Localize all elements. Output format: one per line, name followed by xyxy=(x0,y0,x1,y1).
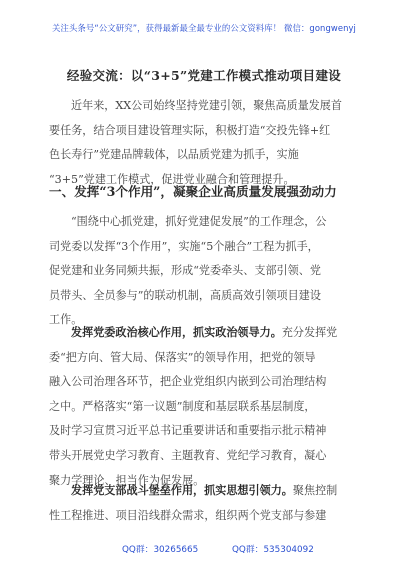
footer-qq-group-2: QQ群：535304092 xyxy=(232,545,314,555)
section-heading-1: 一、发挥“3个作用”，凝聚企业高质量发展强劲动力 xyxy=(49,184,337,199)
paragraph-line: 工作。 xyxy=(49,313,83,327)
paragraph-line: 带头开展党史学习教育、主题教育、党纪学习教育，凝心 xyxy=(49,448,327,462)
paragraph-line: 司党委以发挥“3个作用”，实施“5个融合”工程为抓手， xyxy=(49,239,319,253)
page-title: 经验交流：以“3+5”党建工作模式推动项目建设 xyxy=(66,68,342,83)
paragraph-lead-rest: 聚焦控制 xyxy=(292,484,338,497)
header-banner: 关注头条号“公文研究”，获得最新最全最专业的公文资料库！ 微信：gongwenyj xyxy=(52,23,356,33)
party-branch-paragraph xyxy=(49,479,367,528)
intro-line: 要任务，结合项目建设管理实际，积极打造“交投先锋+红 xyxy=(49,123,331,137)
paragraph-line: 之中。严格落实“第一议题”制度和基层联系基层制度， xyxy=(49,399,316,413)
intro-line: 近年来，XX公司始终坚持党建引领，聚焦高质量发展首 xyxy=(71,99,342,112)
section1-paragraph xyxy=(49,210,367,333)
paragraph-line: 性工程推进、项目沿线群众需求，组织两个党支部与参建 xyxy=(49,508,327,522)
paragraph-line: 融入公司治理各环节，把企业党组织内嵌到公司治理结构 xyxy=(49,375,327,389)
paragraph-line: 及时学习宣贯习近平总书记重要讲话和重要指示批示精神 xyxy=(49,424,327,438)
party-committee-paragraph xyxy=(49,321,367,493)
paragraph-line: 委“把方向、管大局、保落实”的领导作用，把党的领导 xyxy=(49,350,316,364)
paragraph-line: 员带头、全员参与”的联动机制，高质高效引领项目建设 xyxy=(49,288,321,302)
paragraph-lead: 发挥党支部战斗堡垒作用，抓实思想引领力。 xyxy=(71,484,293,497)
paragraph-first-line xyxy=(49,479,367,504)
paragraph-lead: 发挥党委政治核心作用，抓实政治领导力。 xyxy=(71,326,282,339)
paragraph-line: 聚力学理论、担当作为促发展。 xyxy=(49,473,205,487)
intro-line: 色长寿行”党建品牌载体，以品质党建为抓手，实施 xyxy=(49,148,299,162)
footer-qq-group-1: QQ群：30265665 xyxy=(122,545,199,555)
paragraph-line: 促党建和业务同频共振，形成“党委牵头、支部引领、党 xyxy=(49,264,321,278)
paragraph-line: “围绕中心抓党建，抓好党建促发展”的工作理念，公 xyxy=(71,215,327,228)
intro-paragraph xyxy=(49,94,367,192)
paragraph-first-line xyxy=(49,321,367,346)
paragraph-lead-rest: 充分发挥党 xyxy=(281,326,338,339)
intro-line: “3+5”党建工作模式，促进党业融合和管理提升。 xyxy=(49,172,295,186)
